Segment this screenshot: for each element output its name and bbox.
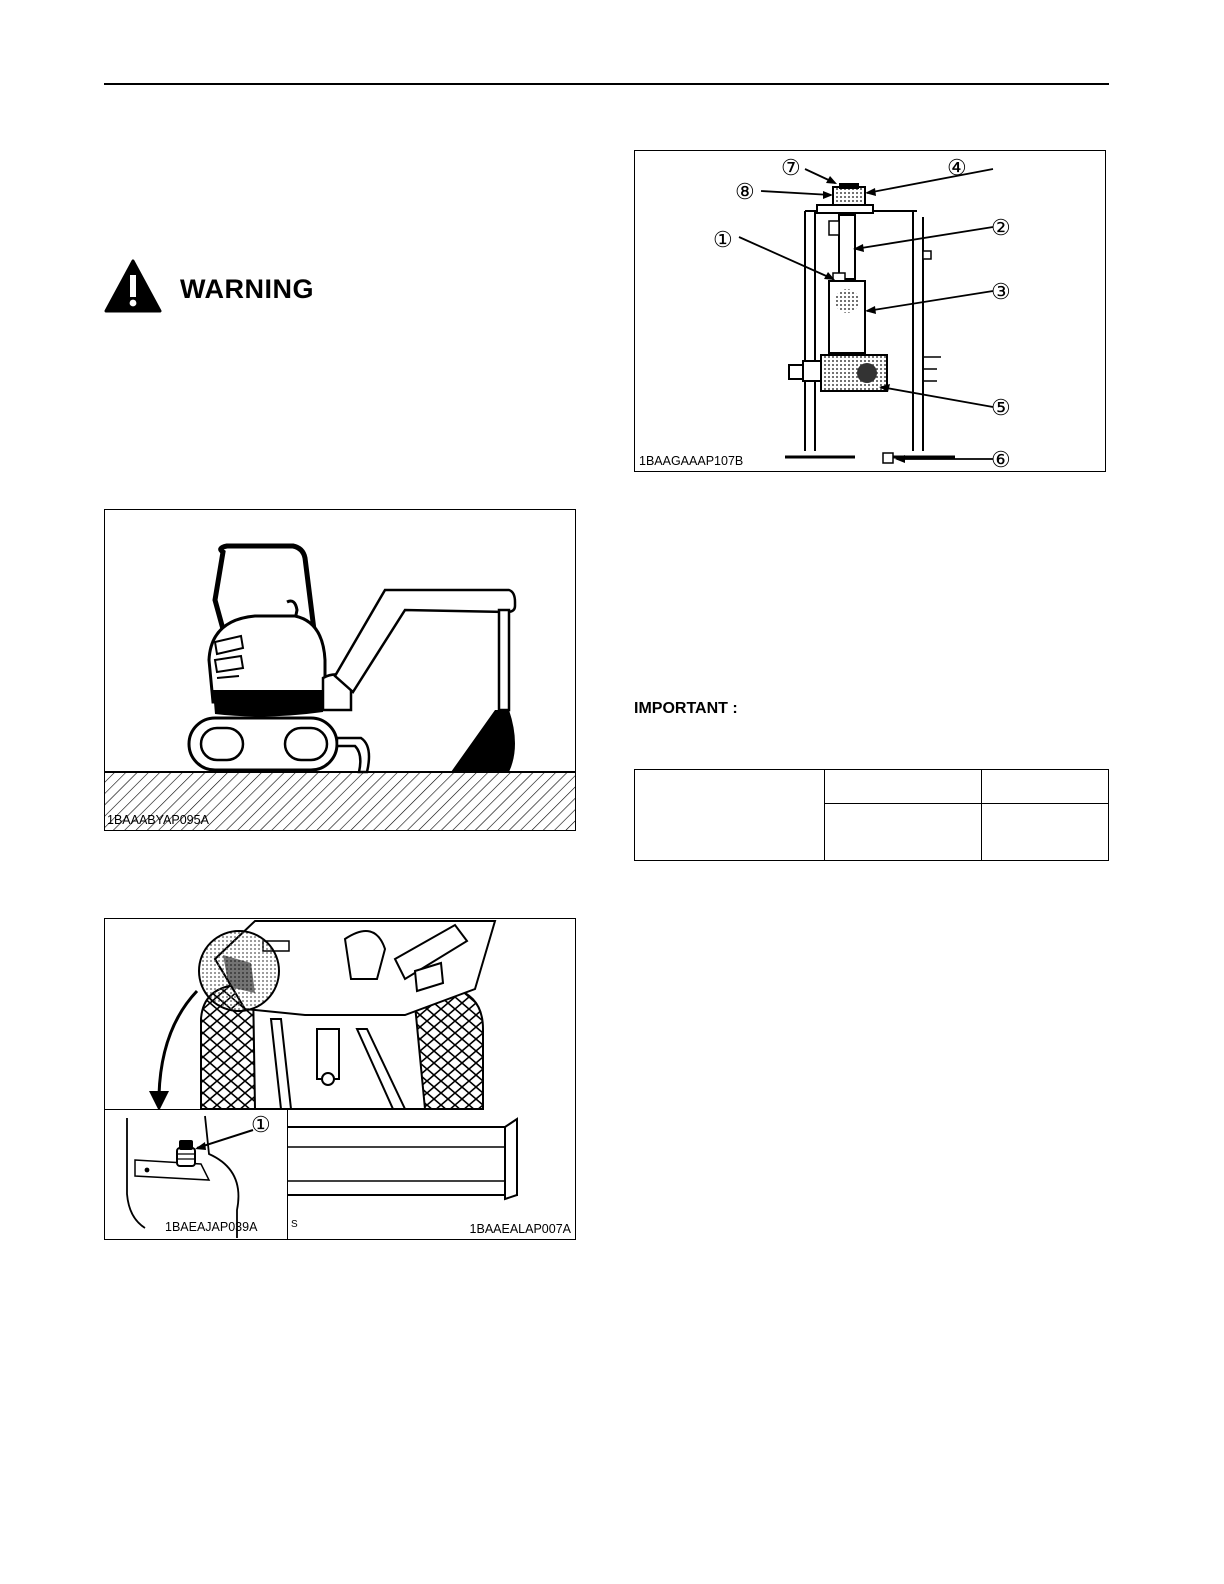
callout-7: ⑦ [781,155,801,180]
figure-drain-plug [104,918,576,1240]
important-label: IMPORTANT : [634,700,738,717]
figure-air-cleaner [634,150,1106,472]
figure-caption: 1BAAGAAAP107B [639,454,744,468]
table-cell [825,770,982,804]
callout-1: ① [713,227,733,252]
callout-1: ① [251,1112,271,1137]
callout-4: ④ [947,155,967,180]
callout-6: ⑥ [991,447,1011,472]
air-cleaner-illustration [635,151,1105,471]
table-cell [982,770,1109,804]
inset-mark: S [291,1219,298,1230]
figure-excavator-level-ground [104,509,576,831]
figure-caption: 1BAAEALAP007A [469,1222,571,1236]
inset-caption: 1BAEAJAP039A [165,1220,258,1234]
callout-2: ② [991,215,1011,240]
table-cell [982,804,1109,861]
table-cell [635,770,825,861]
callout-3: ③ [991,279,1011,304]
inset-drain-plug-detail [104,1109,288,1240]
excavator-illustration [105,510,575,830]
warning-triangle-icon [104,259,162,313]
warning-label: WARNING [180,273,314,304]
callout-5: ⑤ [991,395,1011,420]
spec-table [634,769,1109,861]
callout-8: ⑧ [735,179,755,204]
header-rule [104,83,1109,85]
table-cell [825,804,982,861]
figure-caption: 1BAAABYAP095A [107,813,209,827]
warning-block [104,258,314,314]
